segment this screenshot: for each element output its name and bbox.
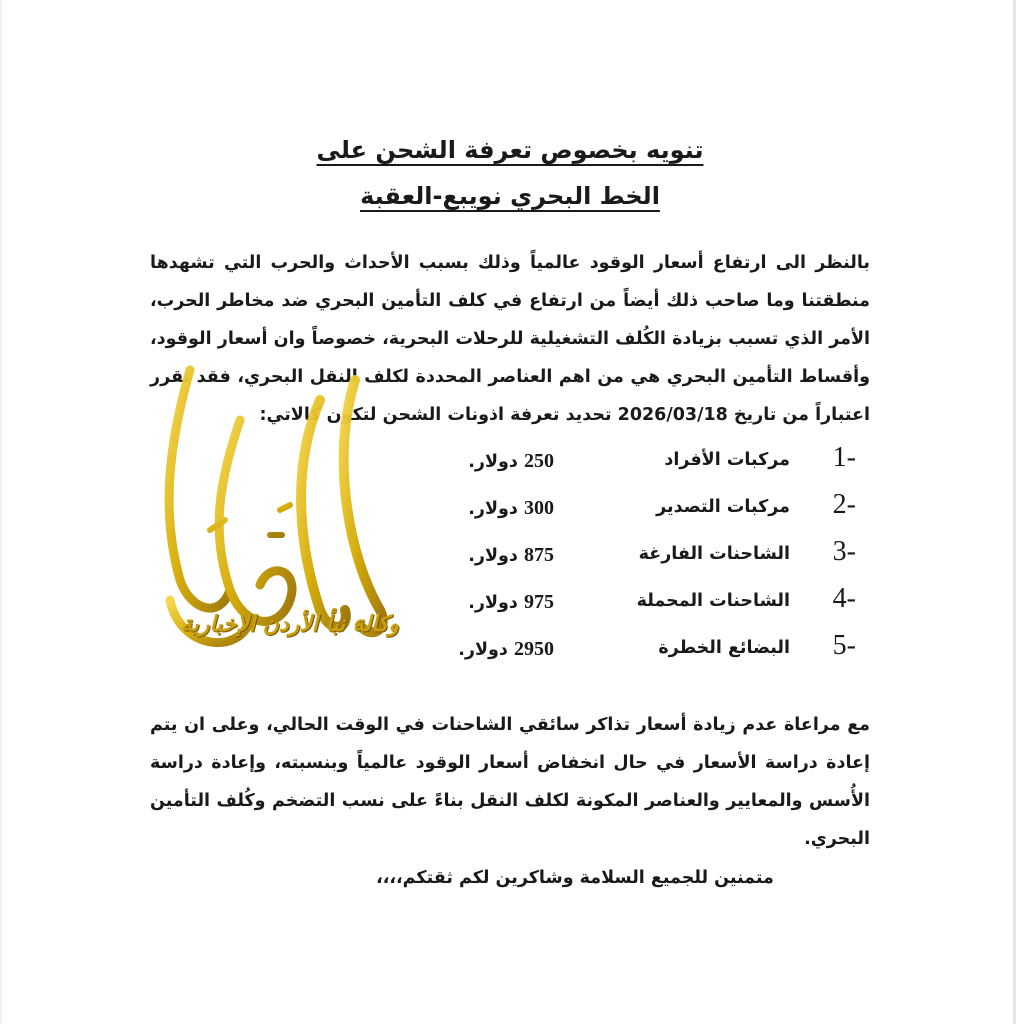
tariff-currency: دولار. xyxy=(468,546,518,566)
tariff-item xyxy=(150,442,870,482)
tariff-number: 1- xyxy=(832,442,856,473)
tariff-label: الشاحنات الفارغة xyxy=(638,544,790,564)
notice-title-line-1: تنويه بخصوص تعرفة الشحن على xyxy=(316,136,704,164)
page-edge-left xyxy=(0,0,2,1024)
tariff-currency: دولار. xyxy=(468,593,518,613)
tariff-currency: دولار. xyxy=(468,452,518,472)
closing-line: متمنين للجميع السلامة وشاكرين لكم ثقتكم،،،، xyxy=(376,868,774,888)
tariff-currency: دولار. xyxy=(458,640,508,660)
tariff-price xyxy=(458,638,554,661)
tariff-price xyxy=(468,450,554,473)
tariff-label: مركبات الأفراد xyxy=(664,450,790,470)
tariff-amount: 250 xyxy=(524,450,554,472)
tariff-price xyxy=(468,544,554,567)
tariff-label: الشاحنات المحملة xyxy=(636,591,790,611)
tariff-number: 5- xyxy=(832,630,856,661)
tariff-item xyxy=(150,536,870,576)
tariff-price xyxy=(468,497,554,520)
tariff-number: 4- xyxy=(832,583,856,614)
note-paragraph: مع مراعاة عدم زيادة أسعار تذاكر سائقي الشاحنات في الوقت الحالي، وعلى ان يتم إعادة دراسة الأسعار في حال انخفاض أسعار الوقود عالمياً وبنسبته، وإعادة دراسة الأُسس والمعايير والعناصر المكونة لكلف النقل بناءً على نسب التضخم وكُلف التأمين البحري. xyxy=(150,715,870,849)
tariff-amount: 975 xyxy=(524,591,554,613)
tariff-number: 2- xyxy=(832,489,856,520)
notice-title-line-2: الخط البحري نويبع-العقبة xyxy=(360,182,660,210)
watermark-text: وكالة نبأ الأردن الإخبارية xyxy=(180,612,400,637)
tariff-number: 3- xyxy=(832,536,856,567)
tariff-amount: 875 xyxy=(524,544,554,566)
tariff-item xyxy=(150,489,870,529)
intro-paragraph: بالنظر الى ارتفاع أسعار الوقود عالمياً وذلك بسبب الأحداث والحرب التي تشهدها منطقتنا وما صاحب ذلك أيضاً من ارتفاع في كلف التأمين البحري ضد مخاطر الحرب، الأمر الذي تسبب بزيادة الكُلف التشغيلية للرحلات البحرية، خصوصاً وان أسعار الوقود، وأقساط التأمين البحري هي من اهم العناصر المحددة لكلف النقل البحري، فقد تقرر اعتباراً من تاريخ 2026/03/18 تحديد تعرفة اذونات الشحن لتكون كالاتي: xyxy=(150,253,870,425)
tariff-currency: دولار. xyxy=(468,499,518,519)
tariff-amount: 300 xyxy=(524,497,554,519)
tariff-amount: 2950 xyxy=(514,638,554,660)
tariff-label: مركبات التصدير xyxy=(656,497,790,517)
tariff-price xyxy=(468,591,554,614)
tariff-label: البضائع الخطرة xyxy=(658,638,790,658)
